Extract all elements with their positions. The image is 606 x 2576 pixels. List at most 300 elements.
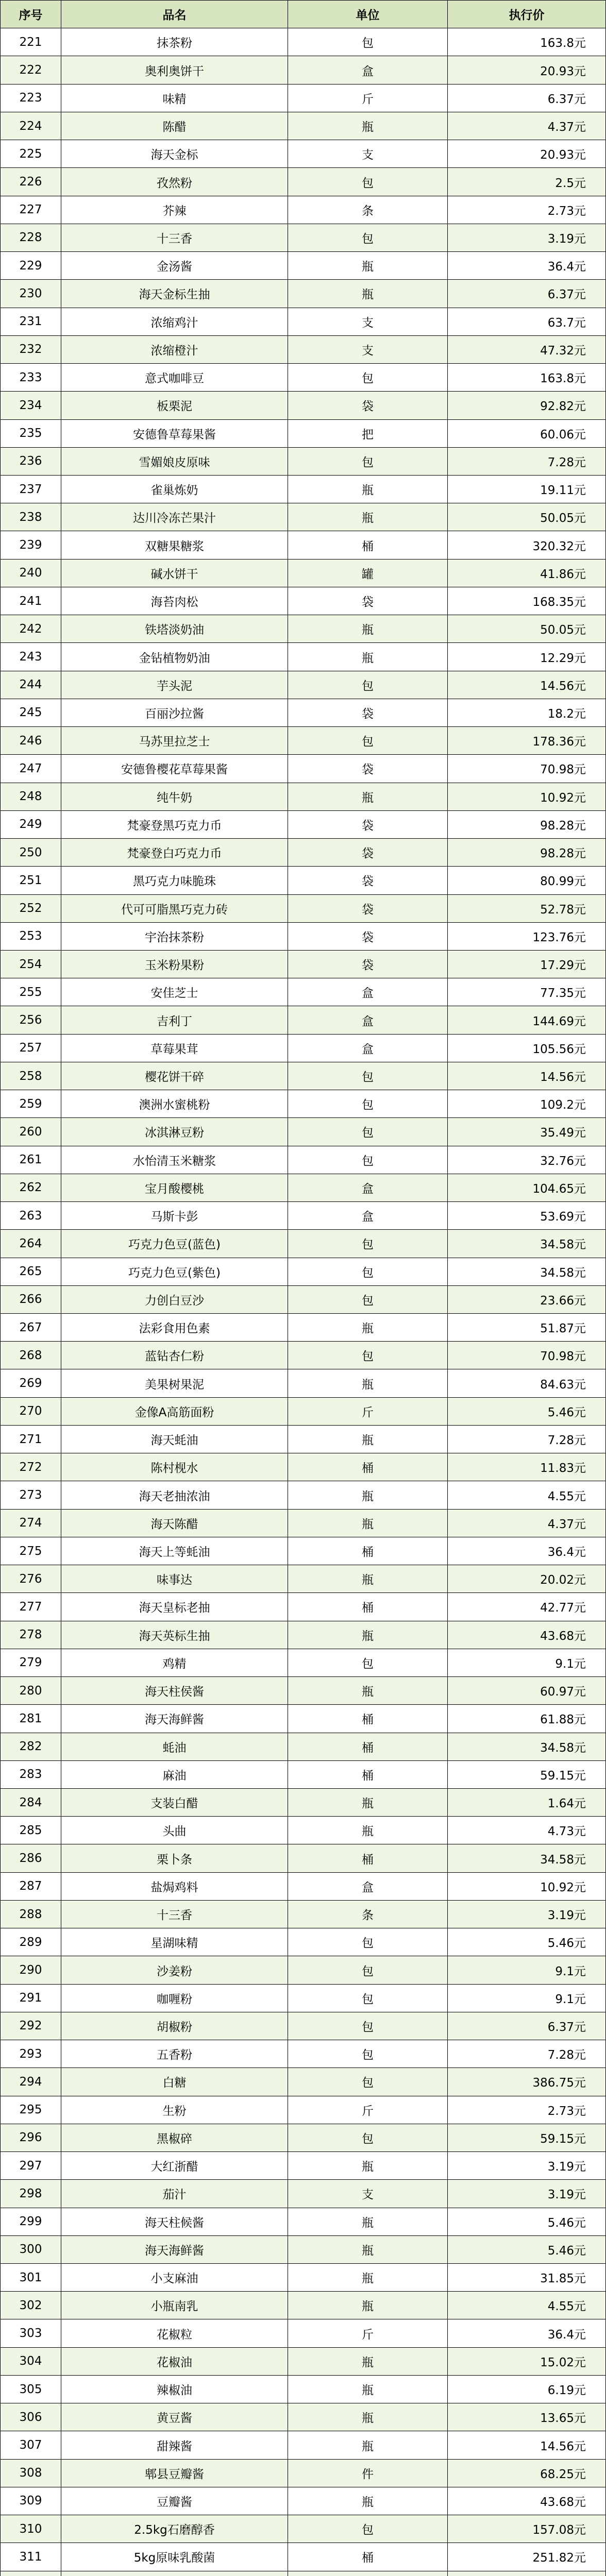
price-cell: 50.05元: [448, 615, 606, 643]
product-name-cell: 板栗泥: [61, 392, 288, 419]
unit-cell: 瓶: [288, 2431, 448, 2459]
product-name-cell: 海天老抽浓油: [61, 1481, 288, 1509]
product-name-cell: 麻油: [61, 1761, 288, 1789]
table-row: [1, 2319, 606, 2347]
unit-cell: 包: [288, 1230, 448, 1258]
table-row: [1, 476, 606, 503]
product-name-cell: 支装白醋: [61, 1789, 288, 1817]
unit-cell: 桶: [288, 1705, 448, 1733]
table-row: [1, 1985, 606, 2012]
price-cell: 34.58元: [448, 1733, 606, 1761]
price-cell: 251.82元: [448, 2543, 606, 2571]
price-cell: 4.37元: [448, 1510, 606, 1537]
table-row: [1, 503, 606, 531]
unit-cell: 袋: [288, 755, 448, 783]
row-number-cell: 267: [1, 1314, 61, 1342]
price-cell: 20.02元: [448, 1565, 606, 1593]
unit-cell: 瓶: [288, 1565, 448, 1593]
row-number-cell: 307: [1, 2431, 61, 2459]
table-row: [1, 2096, 606, 2124]
product-name-cell: 铁塔淡奶油: [61, 615, 288, 643]
price-cell: 47.32元: [448, 336, 606, 364]
table-row: [1, 755, 606, 783]
unit-cell: 袋: [288, 587, 448, 615]
unit-cell: 瓶: [288, 1481, 448, 1509]
price-cell: 14.56元: [448, 2431, 606, 2459]
table-row: [1, 1873, 606, 1901]
row-number-cell: 240: [1, 560, 61, 587]
unit-cell: 斤: [288, 1398, 448, 1426]
unit-cell: 瓶: [288, 2487, 448, 2515]
table-row: [1, 895, 606, 923]
unit-cell: 袋: [288, 699, 448, 727]
table-row: [1, 1426, 606, 1453]
price-cell: 6.37元: [448, 280, 606, 308]
table-row: [1, 1705, 606, 1733]
unit-cell: 包: [288, 2040, 448, 2068]
table-row: [1, 1174, 606, 1202]
row-number-cell: 284: [1, 1789, 61, 1817]
row-number-cell: 304: [1, 2348, 61, 2376]
price-cell: 386.75元: [448, 2068, 606, 2096]
unit-cell: 桶: [288, 531, 448, 559]
unit-cell: 包: [288, 28, 448, 56]
product-name-cell: 双糖果糖浆: [61, 531, 288, 559]
unit-cell: 盒: [288, 1174, 448, 1202]
header-unit: 单位: [288, 1, 448, 28]
table-row: [1, 1565, 606, 1593]
table-row: [1, 2012, 606, 2040]
table-row: [1, 1453, 606, 1481]
price-cell: 4.37元: [448, 112, 606, 140]
price-cell: 3.19元: [448, 2152, 606, 2180]
product-name-cell: 黑椒碎: [61, 2124, 288, 2152]
table-row: [1, 2543, 606, 2571]
price-cell: 7.28元: [448, 448, 606, 476]
price-cell: 6.37元: [448, 84, 606, 112]
unit-cell: 瓶: [288, 1817, 448, 1844]
table-row: [1, 448, 606, 476]
price-cell: 77.35元: [448, 978, 606, 1006]
row-number-cell: 263: [1, 1202, 61, 1230]
table-row: [1, 1733, 606, 1761]
table-row: [1, 1481, 606, 1509]
product-name-cell: 宝月酸樱桃: [61, 1174, 288, 1202]
table-row: [1, 2487, 606, 2515]
product-name-cell: 甜辣酱: [61, 2431, 288, 2459]
price-cell: 63.7元: [448, 308, 606, 336]
product-name-cell: 碱水饼干: [61, 560, 288, 587]
product-name-cell: 生粉: [61, 2096, 288, 2124]
row-number-cell: 250: [1, 839, 61, 867]
product-name-cell: 味精: [61, 84, 288, 112]
unit-cell: 瓶: [288, 252, 448, 280]
row-number-cell: 252: [1, 895, 61, 923]
row-number-cell: 247: [1, 755, 61, 783]
price-cell: 320.32元: [448, 531, 606, 559]
price-cell: 92.82元: [448, 392, 606, 419]
unit-cell: 把: [288, 420, 448, 448]
table-row: [1, 2236, 606, 2264]
unit-cell: 包: [288, 1342, 448, 1369]
price-cell: 5.46元: [448, 2236, 606, 2264]
row-number-cell: 269: [1, 1369, 61, 1397]
product-name-cell: 金钻植物奶油: [61, 643, 288, 671]
unit-cell: 袋: [288, 923, 448, 951]
row-number-cell: 227: [1, 196, 61, 224]
row-number-cell: 248: [1, 783, 61, 811]
row-number-cell: 270: [1, 1398, 61, 1426]
unit-cell: 袋: [288, 951, 448, 978]
price-cell: 51.87元: [448, 1314, 606, 1342]
price-cell: 80.99元: [448, 867, 606, 894]
price-cell: 5.46元: [448, 1928, 606, 1956]
product-name-cell: 梵豪登白巧克力币: [61, 839, 288, 867]
price-cell: 59.15元: [448, 2124, 606, 2152]
row-number-cell: 237: [1, 476, 61, 503]
table-row: [1, 1761, 606, 1789]
price-cell: 34.58元: [448, 1844, 606, 1872]
price-cell: 3.19元: [448, 224, 606, 252]
row-number-cell: 230: [1, 280, 61, 308]
price-cell: 2.5元: [448, 168, 606, 196]
table-row: [1, 2403, 606, 2431]
table-row: [1, 839, 606, 867]
table-row: [1, 336, 606, 364]
unit-cell: 瓶: [288, 2152, 448, 2180]
product-name-cell: 白糖: [61, 2068, 288, 2096]
unit-cell: 瓶: [288, 476, 448, 503]
row-number-cell: 296: [1, 2124, 61, 2152]
header-product-name: 品名: [61, 1, 288, 28]
unit-cell: 瓶: [288, 1369, 448, 1397]
table-row: [1, 2180, 606, 2208]
price-cell: 4.55元: [448, 2292, 606, 2319]
product-name-cell: 樱花饼干碎: [61, 1062, 288, 1090]
row-number-cell: 265: [1, 1258, 61, 1286]
price-cell: 35.49元: [448, 1118, 606, 1146]
product-name-cell: 味事达: [61, 1565, 288, 1593]
unit-cell: 件: [288, 2460, 448, 2487]
row-number-cell: 288: [1, 1901, 61, 1928]
row-number-cell: 308: [1, 2460, 61, 2487]
unit-cell: 支: [288, 336, 448, 364]
unit-cell: 瓶: [288, 615, 448, 643]
unit-cell: 包: [288, 1928, 448, 1956]
price-cell: 68.25元: [448, 2460, 606, 2487]
price-cell: 105.56元: [448, 1035, 606, 1062]
product-name-cell: 陈醋: [61, 112, 288, 140]
price-cell: 52.78元: [448, 895, 606, 923]
product-name-cell: 芥辣: [61, 196, 288, 224]
product-name-cell: 吉利丁: [61, 1006, 288, 1034]
product-name-cell: 海天海鲜酱: [61, 1705, 288, 1733]
table-row: [1, 308, 606, 336]
price-cell: 19.11元: [448, 476, 606, 503]
row-number-cell: 276: [1, 1565, 61, 1593]
unit-cell: 瓶: [288, 1677, 448, 1705]
product-name-cell: 达川冷冻芒果汁: [61, 503, 288, 531]
price-cell: 23.66元: [448, 1286, 606, 1314]
price-cell: [448, 2571, 606, 2576]
product-name-cell: 浓缩鸡汁: [61, 308, 288, 336]
table-row: [1, 1118, 606, 1146]
price-cell: 3.19元: [448, 2180, 606, 2208]
unit-cell: 盒: [288, 1035, 448, 1062]
row-number-cell: 236: [1, 448, 61, 476]
product-name-cell: 郫县豆瓣酱: [61, 2460, 288, 2487]
product-name-cell: 茄汁: [61, 2180, 288, 2208]
product-name-cell: 安德鲁樱花草莓果酱: [61, 755, 288, 783]
row-number-cell: 266: [1, 1286, 61, 1314]
unit-cell: 瓶: [288, 1621, 448, 1649]
unit-cell: 包: [288, 2515, 448, 2543]
row-number-cell: 301: [1, 2264, 61, 2292]
price-cell: 7.28元: [448, 1426, 606, 1453]
unit-cell: 桶: [288, 1733, 448, 1761]
row-number-cell: 241: [1, 587, 61, 615]
row-number-cell: 291: [1, 1985, 61, 2012]
row-number-cell: 303: [1, 2319, 61, 2347]
row-number-cell: 293: [1, 2040, 61, 2068]
product-name-cell: 芋头泥: [61, 671, 288, 699]
price-cell: 36.4元: [448, 2319, 606, 2347]
product-name-cell: 小支麻油: [61, 2264, 288, 2292]
unit-cell: 包: [288, 1146, 448, 1174]
unit-cell: 瓶: [288, 2264, 448, 2292]
price-cell: 10.92元: [448, 1873, 606, 1901]
row-number-cell: 302: [1, 2292, 61, 2319]
table-row: [1, 1593, 606, 1621]
table-row: [1, 811, 606, 839]
row-number-cell: 261: [1, 1146, 61, 1174]
unit-cell: 支: [288, 2180, 448, 2208]
row-number-cell: 264: [1, 1230, 61, 1258]
product-name-cell: 孜然粉: [61, 168, 288, 196]
price-cell: 70.98元: [448, 1342, 606, 1369]
table-row: [1, 587, 606, 615]
row-number-cell: 290: [1, 1956, 61, 1984]
price-cell: 42.77元: [448, 1593, 606, 1621]
product-name-cell: 玉米粉果粉: [61, 951, 288, 978]
price-cell: 4.73元: [448, 1817, 606, 1844]
price-cell: 9.1元: [448, 1649, 606, 1677]
table-row: [1, 2152, 606, 2180]
row-number-cell: 229: [1, 252, 61, 280]
price-cell: 32.76元: [448, 1146, 606, 1174]
product-name-cell: 辣椒油: [61, 2376, 288, 2403]
unit-cell: 袋: [288, 895, 448, 923]
row-number-cell: 295: [1, 2096, 61, 2124]
product-name-cell: 金汤酱: [61, 252, 288, 280]
table-row: [1, 280, 606, 308]
price-cell: 41.86元: [448, 560, 606, 587]
unit-cell: 桶: [288, 1844, 448, 1872]
row-number-cell: 280: [1, 1677, 61, 1705]
row-number-cell: 256: [1, 1006, 61, 1034]
price-cell: 60.97元: [448, 1677, 606, 1705]
table-row: [1, 1314, 606, 1342]
row-number-cell: 272: [1, 1453, 61, 1481]
unit-cell: 瓶: [288, 280, 448, 308]
row-number-cell: 275: [1, 1537, 61, 1565]
table-row: [1, 727, 606, 755]
row-number-cell: 268: [1, 1342, 61, 1369]
unit-cell: 包: [288, 1090, 448, 1118]
price-cell: 11.83元: [448, 1453, 606, 1481]
product-name-cell: 花椒油: [61, 2348, 288, 2376]
unit-cell: 包: [288, 168, 448, 196]
price-cell: 5.46元: [448, 1398, 606, 1426]
price-cell: 13.65元: [448, 2403, 606, 2431]
row-number-cell: 243: [1, 643, 61, 671]
unit-cell: 瓶: [288, 1426, 448, 1453]
product-name-cell: 马斯卡彭: [61, 1202, 288, 1230]
row-number-cell: 246: [1, 727, 61, 755]
product-name-cell: 巧克力色豆(蓝色): [61, 1230, 288, 1258]
unit-cell: 瓶: [288, 2348, 448, 2376]
row-number-cell: 286: [1, 1844, 61, 1872]
table-row: [1, 1537, 606, 1565]
row-number-cell: 309: [1, 2487, 61, 2515]
product-name-cell: 意式咖啡豆: [61, 364, 288, 392]
product-name-cell: 草莓果茸: [61, 1035, 288, 1062]
row-number-cell: 297: [1, 2152, 61, 2180]
row-number-cell: 228: [1, 224, 61, 252]
price-cell: 12.29元: [448, 643, 606, 671]
product-name-cell: 海天蚝油: [61, 1426, 288, 1453]
unit-cell: 包: [288, 448, 448, 476]
row-number-cell: 305: [1, 2376, 61, 2403]
price-cell: 123.76元: [448, 923, 606, 951]
unit-cell: 斤: [288, 2096, 448, 2124]
unit-cell: 包: [288, 1956, 448, 1984]
price-cell: 10.92元: [448, 783, 606, 811]
unit-cell: 包: [288, 671, 448, 699]
product-name-cell: 法彩食用色素: [61, 1314, 288, 1342]
price-cell: 5.46元: [448, 2208, 606, 2236]
row-number-cell: 279: [1, 1649, 61, 1677]
price-cell: 2.73元: [448, 2096, 606, 2124]
product-name-cell: 沙姜粉: [61, 1956, 288, 1984]
row-number-cell: 253: [1, 923, 61, 951]
table-row: [1, 2208, 606, 2236]
price-cell: 70.98元: [448, 755, 606, 783]
product-name-cell: 胡椒粉: [61, 2012, 288, 2040]
table-row: [1, 1844, 606, 1872]
table-row: [1, 2124, 606, 2152]
row-number-cell: 299: [1, 2208, 61, 2236]
product-name-cell: 黄豆酱: [61, 2403, 288, 2431]
product-name-cell: 水怡清玉米糖浆: [61, 1146, 288, 1174]
unit-cell: 瓶: [288, 2236, 448, 2264]
price-cell: 15.02元: [448, 2348, 606, 2376]
table-row: [1, 531, 606, 559]
product-name-cell: 冰淇淋豆粉: [61, 1118, 288, 1146]
price-cell: 6.37元: [448, 2012, 606, 2040]
table-row: [1, 420, 606, 448]
row-number-cell: 289: [1, 1928, 61, 1956]
row-number-cell: 292: [1, 2012, 61, 2040]
table-row: [1, 1258, 606, 1286]
product-name-cell: 五香粉: [61, 2040, 288, 2068]
product-name-cell: 海天海鲜酱: [61, 2236, 288, 2264]
row-number-cell: 245: [1, 699, 61, 727]
unit-cell: 桶: [288, 2543, 448, 2571]
table-row: [1, 560, 606, 587]
product-name-cell: 花椒粒: [61, 2319, 288, 2347]
unit-cell: 条: [288, 196, 448, 224]
table-row: [1, 1035, 606, 1062]
price-cell: 84.63元: [448, 1369, 606, 1397]
unit-cell: 包: [288, 727, 448, 755]
row-number-cell: 233: [1, 364, 61, 392]
row-number-cell: 310: [1, 2515, 61, 2543]
table-row: [1, 1342, 606, 1369]
unit-cell: 瓶: [288, 503, 448, 531]
product-name-cell: 金像A高筋面粉: [61, 1398, 288, 1426]
row-number-cell: 277: [1, 1593, 61, 1621]
row-number-cell: 257: [1, 1035, 61, 1062]
price-cell: 3.19元: [448, 1901, 606, 1928]
table-row: [1, 2431, 606, 2459]
table-row: [1, 2264, 606, 2292]
product-name-cell: 十三香: [61, 1901, 288, 1928]
product-name-cell: 代可可脂黑巧克力砖: [61, 895, 288, 923]
unit-cell: 斤: [288, 84, 448, 112]
row-number-cell: 239: [1, 531, 61, 559]
product-name-cell: 纯牛奶: [61, 783, 288, 811]
unit-cell: 包: [288, 1258, 448, 1286]
row-number-cell: 282: [1, 1733, 61, 1761]
row-number-cell: 271: [1, 1426, 61, 1453]
unit-cell: 盒: [288, 1873, 448, 1901]
table-row: [1, 867, 606, 894]
unit-cell: 包: [288, 224, 448, 252]
unit-cell: 包: [288, 1062, 448, 1090]
row-number-cell: 311: [1, 2543, 61, 2571]
price-cell: 7.28元: [448, 2040, 606, 2068]
table-row: [1, 28, 606, 56]
price-cell: 18.2元: [448, 699, 606, 727]
price-cell: 34.58元: [448, 1258, 606, 1286]
row-number-cell: 249: [1, 811, 61, 839]
product-name-cell: 星湖味精: [61, 1928, 288, 1956]
price-cell: 163.8元: [448, 364, 606, 392]
price-cell: 20.93元: [448, 56, 606, 84]
unit-cell: 罐: [288, 560, 448, 587]
unit-cell: 瓶: [288, 783, 448, 811]
unit-cell: 包: [288, 2068, 448, 2096]
product-name-cell: 海天柱侯酱: [61, 1677, 288, 1705]
table-row: [1, 2571, 606, 2576]
unit-cell: 支: [288, 308, 448, 336]
table-row: [1, 1621, 606, 1649]
row-number-cell: 255: [1, 978, 61, 1006]
table-row: [1, 1286, 606, 1314]
price-cell: 178.36元: [448, 727, 606, 755]
product-name-cell: 力创白豆沙: [61, 1286, 288, 1314]
product-name-cell: 2.5kg石磨醇香: [61, 2515, 288, 2543]
unit-cell: 包: [288, 2012, 448, 2040]
price-cell: 2.73元: [448, 196, 606, 224]
unit-cell: 盒: [288, 1006, 448, 1034]
row-number-cell: 223: [1, 84, 61, 112]
unit-cell: 包: [288, 1649, 448, 1677]
table-row: [1, 1398, 606, 1426]
unit-cell: 斤: [288, 2319, 448, 2347]
table-row: [1, 1062, 606, 1090]
